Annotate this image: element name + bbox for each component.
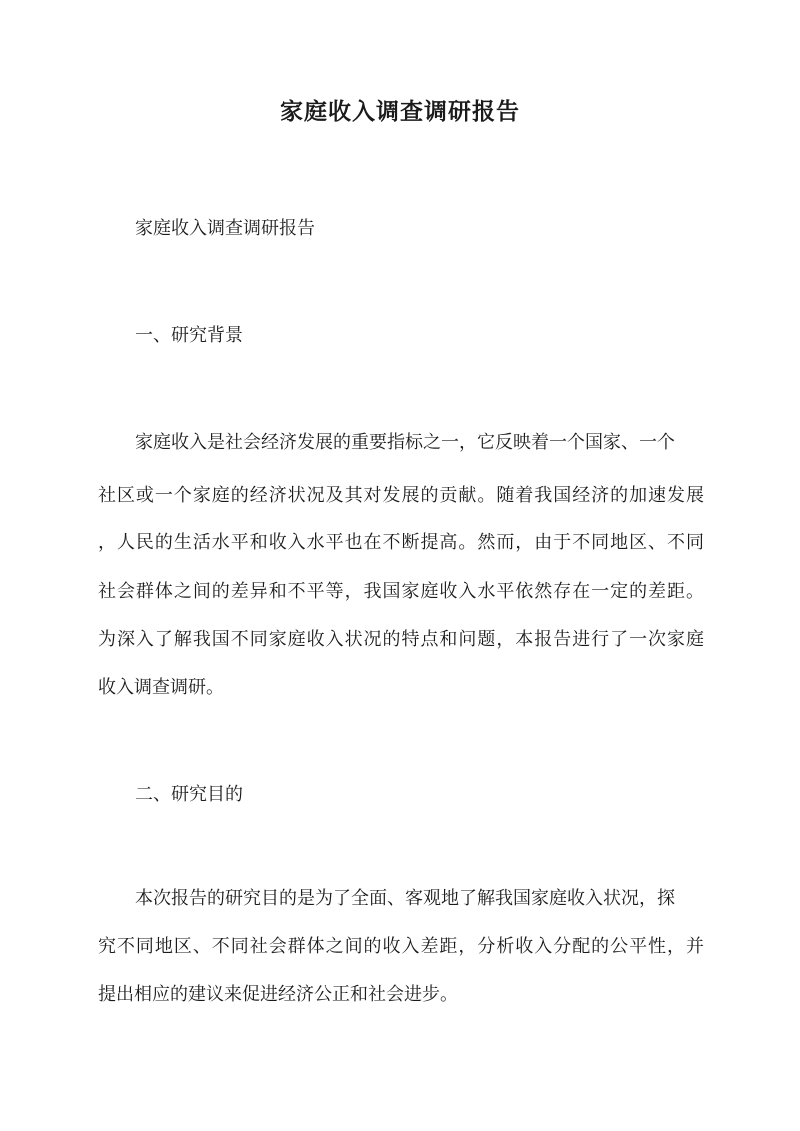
paragraph-line: 提出相应的建议来促进经济公正和社会进步。	[98, 984, 458, 1005]
paragraph-line: 为深入了解我国不同家庭收入状况的特点和问题，本报告进行了一次家庭	[98, 629, 704, 650]
paragraph-line: 究不同地区、不同社会群体之间的收入差距，分析收入分配的公平性，并	[98, 936, 704, 957]
paragraph-line: 社会群体之间的差异和不平等，我国家庭收入水平依然存在一定的差距。	[98, 581, 704, 602]
paragraph-line: 本次报告的研究目的是为了全面、客观地了解我国家庭收入状况，探	[135, 888, 675, 909]
paragraph-line: 收入调查调研。	[98, 677, 224, 698]
section-heading-purpose: 二、研究目的	[135, 784, 243, 805]
document-subtitle: 家庭收入调查调研报告	[135, 218, 315, 239]
paragraph-line: 社区或一个家庭的经济状况及其对发展的贡献。随着我国经济的加速发展	[98, 485, 704, 506]
document-title: 家庭收入调查调研报告	[280, 98, 520, 125]
section-heading-background: 一、研究背景	[135, 325, 243, 346]
paragraph-line: ，人民的生活水平和收入水平也在不断提高。然而，由于不同地区、不同	[98, 532, 704, 553]
paragraph-line: 家庭收入是社会经济发展的重要指标之一，它反映着一个国家、一个	[135, 432, 675, 453]
